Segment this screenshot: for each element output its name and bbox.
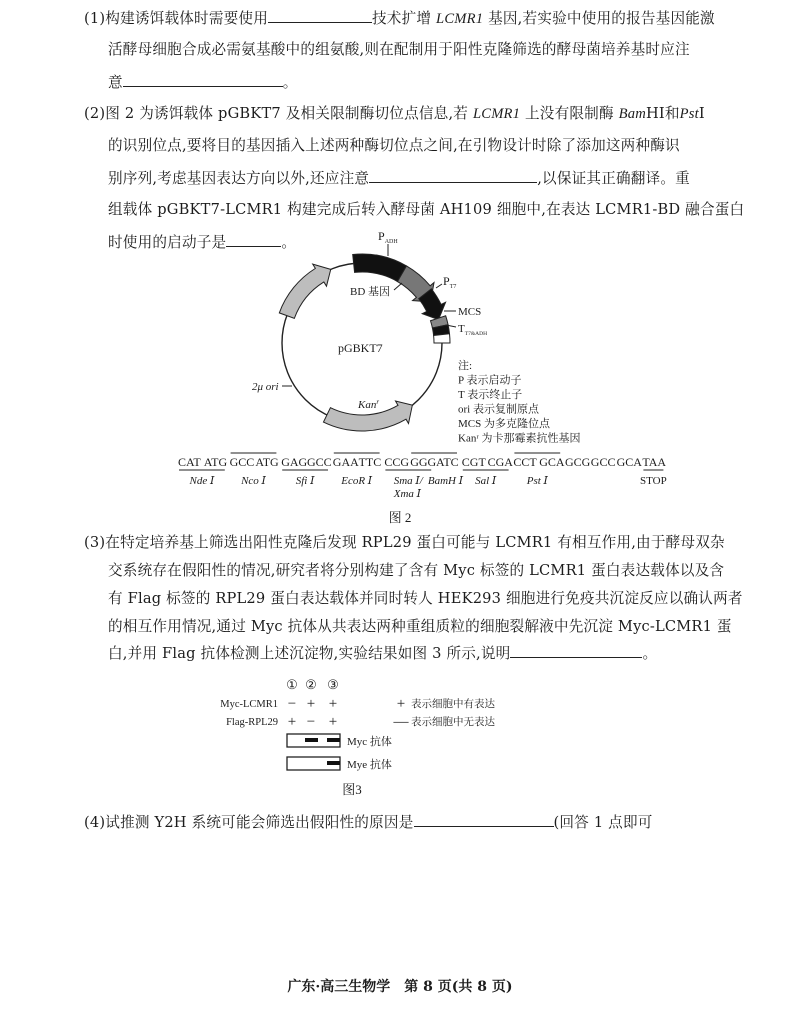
lane-number: ③ — [327, 677, 339, 692]
expression-sign: + — [306, 696, 316, 712]
question-text-segment: 有 Flag 标签的 RPL29 蛋白表达载体并同时转人 HEK293 细胞进行免疫共沉淀反应以确认两者 — [108, 590, 743, 607]
question-text-segment: 基因,若实验中使用的报告基因能激 — [483, 10, 715, 27]
label-bd-gene: BD 基因 — [350, 286, 391, 298]
label-kan: Kan$^r$ — [358, 398, 380, 411]
expression-sign: − — [287, 696, 297, 712]
question-text-segment: 。 — [281, 234, 297, 251]
question-text-segment: 技术扩增 — [372, 10, 437, 27]
figure-2-note — [458, 359, 580, 445]
codon: ATG — [255, 455, 279, 469]
q4-line — [84, 812, 653, 833]
question-text-segment: 。 — [282, 74, 298, 91]
note-line: Kanʳ 为卡那霉素抗性基因 — [458, 432, 581, 445]
codon: ATC — [436, 455, 459, 469]
plasmid-name: pGBKT7 — [338, 341, 383, 355]
restriction-site-label: Sma Ⅰ/ — [393, 475, 423, 487]
codon: GCG — [565, 455, 591, 469]
question-text-segment: HⅠ和 — [645, 105, 680, 122]
row-label: Myc-LCMR1 — [220, 699, 278, 710]
label-mcs: MCS — [458, 306, 482, 318]
restriction-site-label: BamH Ⅰ — [427, 475, 464, 487]
restriction-site-label: Pst Ⅰ — [526, 475, 548, 487]
restriction-site-label: Sal Ⅰ — [475, 475, 497, 487]
row-label: Flag-RPL29 — [226, 717, 278, 728]
label-p-adh: $P_{ADH}$ — [378, 229, 398, 245]
question-text-segment: (4)试推测 Y2H 系统可能会筛选出假阳性的原因是 — [84, 814, 414, 831]
replication-gene-arrow — [279, 264, 330, 318]
q3-line — [108, 561, 724, 581]
question-text-segment: 组载体 pGBKT7-LCMR1 构建完成后转入酵母菌 AH109 细胞中,在表达 LCMR1-BD 融合蛋白 — [108, 201, 745, 218]
answer-blank[interactable] — [414, 812, 554, 827]
question-text-segment: 别序列,考虑基因表达方向以外,还应注意 — [108, 170, 370, 187]
protein-band — [327, 738, 340, 742]
gene-name-text: Pst — [679, 106, 699, 122]
protein-band — [327, 761, 340, 765]
lane-number: ② — [305, 677, 317, 692]
mcs-sequence — [178, 453, 667, 500]
gene-name-text: LCMR1 — [472, 106, 521, 122]
note-line: P 表示启动子 — [458, 374, 522, 387]
codon: CCG — [384, 455, 410, 469]
question-text-segment: 时使用的启动子是 — [108, 234, 227, 251]
legend-sign: — — [393, 714, 409, 730]
codon: TTC — [358, 455, 382, 469]
question-text-segment: 上没有限制酶 — [520, 105, 619, 122]
question-text-segment: (3)在特定培养基上筛选出阳性克隆后发现 RPL29 蛋白可能与 LCMR1 有相互作用,由于酵母双杂 — [84, 534, 725, 551]
note-line: 注: — [458, 360, 473, 372]
question-text-segment: (回答 1 点即可 — [553, 814, 653, 831]
legend-text: 表示细胞中无表达 — [411, 717, 495, 728]
label-terminator: $T_{T7\&ADH}$ — [458, 323, 488, 337]
question-text-segment: 交系统存在假阳性的情况,研究者将分别构建了含有 Myc 标签的 LCMR1 蛋白表达载体以及含 — [108, 562, 725, 579]
restriction-site-label: Sfi Ⅰ — [295, 475, 315, 487]
note-line: ori 表示复制原点 — [458, 403, 539, 416]
t-terminator-segment — [434, 334, 450, 343]
q3-line — [84, 533, 725, 553]
q3-line — [108, 617, 732, 637]
question-text-segment: (1)构建诱饵载体时需要使用 — [84, 10, 269, 27]
blot-antibody-label: Mye 抗体 — [347, 759, 392, 771]
restriction-site-label: Xma Ⅰ — [393, 488, 422, 500]
question-text-segment: 的识别位点,要将目的基因插入上述两种酶切位点之间,在引物设计时除了添加这两种酶识 — [108, 137, 680, 154]
question-text-segment: 。 — [642, 645, 658, 662]
gene-name-text: LCMR1 — [436, 11, 484, 27]
protein-band — [305, 738, 318, 742]
codon: GAG — [281, 455, 308, 469]
codon: CGA — [487, 455, 513, 469]
q3-line — [108, 589, 743, 609]
question-text-segment: Ⅰ — [698, 105, 705, 122]
restriction-site-label: Nde Ⅰ — [189, 475, 215, 487]
restriction-site-label: STOP — [640, 475, 667, 487]
codon: GCA — [616, 455, 642, 469]
codon: GCC — [307, 455, 332, 469]
codon: GAA — [332, 455, 359, 469]
question-text-segment: 意 — [108, 74, 123, 91]
note-line: T 表示终止子 — [458, 389, 523, 401]
legend-sign: + — [396, 696, 406, 712]
p-adh-promoter-segment — [353, 254, 407, 282]
codon: GGG — [410, 455, 437, 469]
expression-sign: + — [287, 714, 297, 730]
q3-line — [108, 643, 657, 664]
restriction-site-label: EcoR Ⅰ — [341, 475, 373, 487]
codon: TAA — [642, 455, 667, 469]
legend-text: 表示细胞中有表达 — [411, 699, 495, 710]
codon: CCT — [513, 455, 537, 469]
question-text-segment: (2)图 2 为诱饵载体 pGBKT7 及相关限制酶切位点信息,若 — [84, 105, 473, 122]
note-line: MCS 为多克隆位点 — [458, 418, 550, 430]
codon: CGT — [461, 455, 486, 469]
figure-2-caption: 图 2 — [388, 510, 412, 525]
question-text-segment: 的相互作用情况,通过 Myc 抗体从共表达两种重组质粒的细胞裂解液中先沉淀 Myc-LCMR1 蛋 — [108, 618, 732, 635]
answer-blank[interactable] — [510, 643, 642, 658]
label-p-t7: $P_{T7}$ — [443, 274, 457, 290]
codon: GCA — [539, 455, 565, 469]
question-text-segment: 白,并用 Flag 抗体检测上述沉淀物,实验结果如图 3 所示,说明 — [108, 645, 511, 662]
page-footer: 广东·高三生物学 第 8 页(共 8 页) — [287, 979, 513, 995]
codon: CAT — [178, 455, 201, 469]
expression-sign: + — [328, 714, 338, 730]
question-text-segment: 活酵母细胞合成必需氨基酸中的组氨酸,则在配制用于阳性克隆筛选的酵母菌培养基时应注 — [108, 41, 690, 58]
codon: GCC — [590, 455, 616, 469]
question-text-segment: ,以保证其正确翻译。重 — [537, 170, 690, 187]
figure-3-caption: 图3 — [342, 782, 362, 797]
blot-antibody-label: Myc 抗体 — [347, 736, 392, 748]
figure-3-coip-result — [0, 664, 800, 814]
label-2u-ori: 2μ ori — [252, 381, 279, 393]
gene-name-text: Bam — [618, 106, 646, 122]
expression-sign: − — [306, 714, 316, 730]
restriction-site-label: Nco Ⅰ — [241, 475, 266, 487]
codon: ATG — [203, 455, 228, 469]
expression-sign: + — [328, 696, 338, 712]
codon: GCC — [229, 455, 255, 469]
lane-number: ① — [286, 677, 298, 692]
